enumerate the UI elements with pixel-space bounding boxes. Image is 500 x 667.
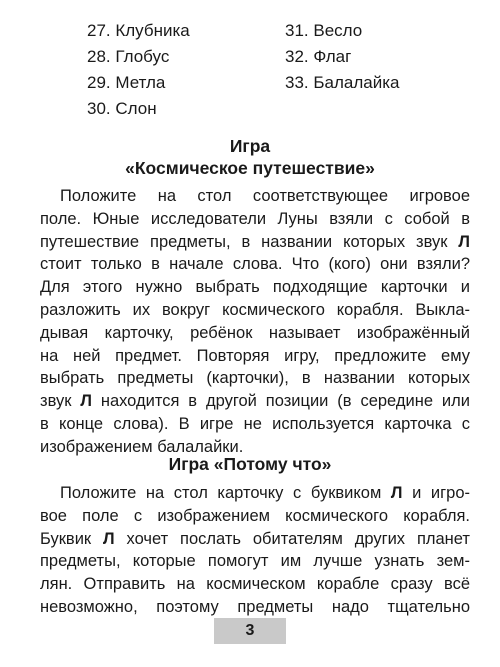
text-line: стоит только в начале слова. Что (кого) они взяли? — [40, 255, 470, 274]
list-item: 28. Глобус — [87, 47, 170, 66]
text-line: вое поле с изображением космического корабля. — [40, 506, 470, 525]
text-line: невозможно, поэтому предметы надо тщательно — [40, 597, 470, 616]
word-list-left-column — [87, 18, 190, 122]
text-line: на ней предмет. Повторяя игру, предложите ему — [40, 346, 470, 365]
text-line: Для этого нужно выбрать подходящие карточки и — [40, 278, 470, 297]
list-item: 33. Балалайка — [285, 73, 400, 92]
text-line: поле. Юные исследователи Луны взяли с собой в — [40, 209, 470, 228]
text-line: Буквик Л хочет послать обитателям других планет — [40, 529, 470, 548]
game1-title-line1: Игра — [229, 136, 271, 156]
bold-letter: Л — [103, 529, 115, 548]
text-line: изображением балалайки. — [40, 437, 244, 456]
game1-paragraph — [40, 185, 470, 459]
game2-paragraph — [40, 482, 470, 619]
text-line: в конце слова). В игре не используется карточка с — [40, 414, 470, 433]
bold-letter: Л — [458, 232, 470, 251]
text-line: дывая карточку, ребёнок называет изображённый — [40, 323, 470, 342]
text-line: Положите на стол соответствующее игровое — [60, 187, 470, 205]
list-item: 31. Весло — [285, 21, 363, 40]
page-number: 3 — [214, 618, 286, 644]
bold-letter: Л — [80, 392, 92, 411]
game1-title-line2: «Космическое путешествие» — [125, 158, 375, 178]
text-line: предметы, которые помогут им лучше узнать зем- — [40, 552, 470, 571]
list-item: 32. Флаг — [285, 47, 352, 66]
text-line: Положите на стол карточку с буквиком Л и игро- — [60, 484, 470, 502]
list-item: 27. Клубника — [87, 21, 190, 40]
text-line: путешествие предметы, в названии которых звук Л — [40, 232, 470, 251]
bold-letter: Л — [390, 484, 403, 502]
list-item: 30. Слон — [87, 99, 157, 118]
text-line: выбрать предметы (карточки), в названии которых — [40, 369, 470, 388]
text-line: лян. Отправить на космическом корабле сразу всё — [40, 575, 470, 594]
list-item: 29. Метла — [87, 73, 166, 92]
text-line: звук Л находится в другой позиции (в середине или — [40, 392, 470, 411]
game2-title: Игра «Потому что» — [168, 454, 332, 474]
text-line: разложить их вокруг космического корабля. Выкла- — [40, 300, 470, 319]
word-list-right-column — [285, 18, 399, 96]
